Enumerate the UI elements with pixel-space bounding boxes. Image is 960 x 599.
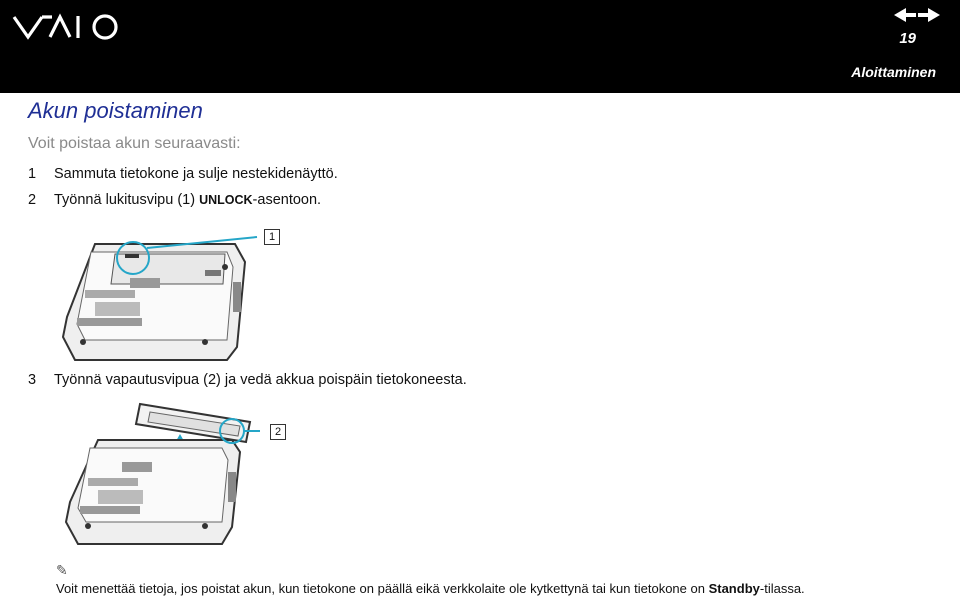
step-text-pre: Työnnä lukitusvipu (1) bbox=[54, 192, 200, 208]
page-number: 19 bbox=[899, 30, 916, 47]
figure-battery-removal bbox=[60, 402, 260, 557]
page-header bbox=[0, 0, 960, 93]
prev-arrow-icon[interactable] bbox=[894, 8, 916, 27]
section-link[interactable]: Aloittaminen bbox=[851, 64, 936, 80]
step-number: 2 bbox=[28, 192, 37, 208]
next-arrow-icon[interactable] bbox=[918, 8, 940, 27]
page-title: Akun poistaminen bbox=[28, 98, 203, 123]
note-text: Voit menettää tietoja, jos poistat akun, kun tietokone on päällä eikä verkkolaite ole kytkettynä tai kun tietokone on Standby-tilassa. bbox=[56, 581, 805, 596]
step-2 bbox=[28, 192, 321, 208]
step-text: Työnnä vapautusvipua (2) ja vedä akkua poispäin tietokoneesta. bbox=[54, 372, 467, 388]
standby-label: Standby bbox=[708, 581, 760, 596]
step-number: 3 bbox=[28, 372, 37, 388]
step-text-post: -asentoon. bbox=[252, 192, 322, 208]
step-text: Sammuta tietokone ja sulje nestekidenäyttö. bbox=[54, 166, 338, 182]
step-1 bbox=[28, 166, 338, 182]
step-number: 1 bbox=[28, 166, 37, 182]
unlock-label: UNLOCK bbox=[199, 193, 253, 207]
page-navigation bbox=[894, 8, 940, 27]
callout-1: 1 bbox=[264, 229, 280, 245]
pencil-note-icon: ✎ bbox=[56, 562, 68, 578]
intro-text: Voit poistaa akun seuraavasti: bbox=[28, 135, 241, 152]
vaio-logo bbox=[12, 10, 127, 49]
figure-unlock-lever bbox=[55, 222, 285, 372]
step-3 bbox=[28, 372, 467, 388]
callout-2: 2 bbox=[270, 424, 286, 440]
